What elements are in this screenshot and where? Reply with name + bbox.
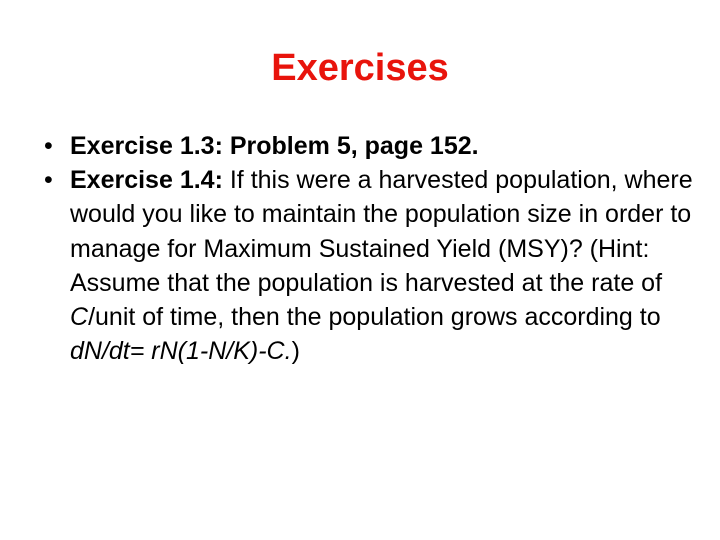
exercise-text-part-3: ) [291,337,300,366]
bullet-dot-icon: • [44,132,53,160]
exercise-separator: : [214,166,230,195]
exercise-separator: : [214,132,230,160]
bullet-exercise-1-4 [0,163,720,368]
exercise-label: Exercise 1.4 [70,166,215,195]
exercise-label: Exercise 1.3 [70,132,215,160]
slide-title: Exercises [271,47,449,89]
bullet-exercise-1-3 [0,129,720,163]
exercise-text-part-1: If this were a harvested population, where would you like to maintain the population size in order to manage for Maximum Sustained Yield (MSY)? (Hint: Assume that the population is harvested at the rate of [70,166,693,297]
bullet-list [0,129,720,368]
exercise-text: Problem 5, page 152. [229,132,479,160]
growth-equation: dN/dt= rN(1-N/K)-C. [70,337,292,366]
exercise-text-part-2: /unit of time, then the population grows according to [88,303,661,332]
harvest-rate-variable: C [70,303,89,332]
bullet-dot-icon: • [44,166,53,195]
